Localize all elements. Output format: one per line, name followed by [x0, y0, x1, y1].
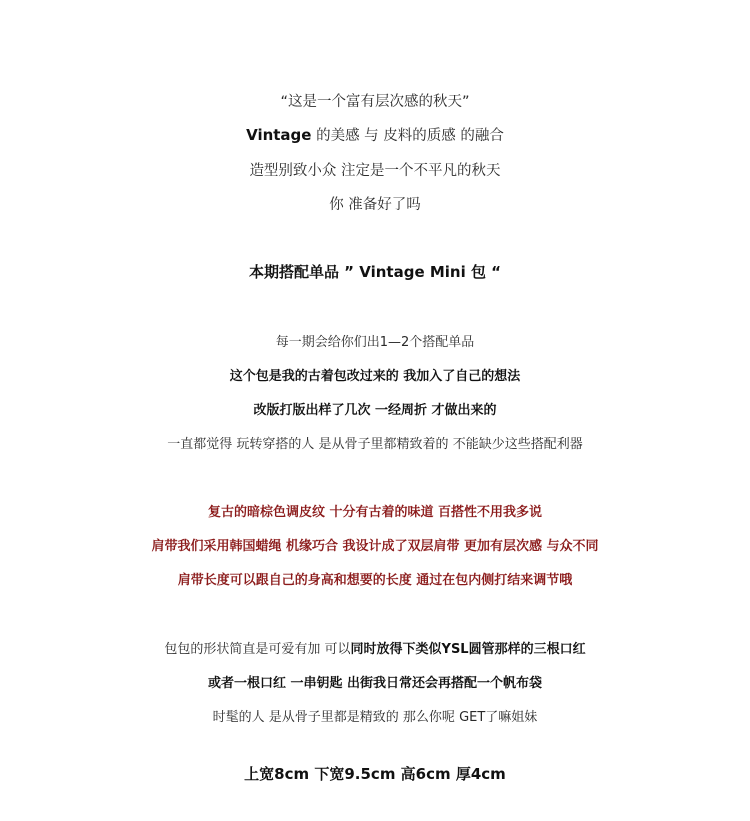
section3-line-2: 或者一根口红 一串钥匙 出街我日常还会再搭配一个帆布袋 — [207, 676, 543, 691]
section1-line-4: 一直都觉得 玩转穿搭的人 是从骨子里都精致着的 不能缺少这些搭配利器 — [167, 437, 583, 452]
section3-line-3: 时髦的人 是从骨子里都是精致的 那么你呢 GET了嘛姐妹 — [212, 710, 538, 725]
size-spec: 上宽8cm 下宽9.5cm 高6cm 厚4cm — [244, 765, 506, 783]
product-heading: 本期搭配单品 ” Vintage Mini 包 “ — [248, 263, 502, 281]
section2-line-2: 肩带我们采用韩国蜡绳 机缘巧合 我设计成了双层肩带 更加有层次感 与众不同 — [151, 539, 599, 554]
section3-line-1 — [0, 638, 750, 657]
intro-line-4: 你 准备好了吗 — [329, 197, 421, 213]
section1-line-2: 这个包是我的古着包改过来的 我加入了自己的想法 — [229, 369, 521, 384]
section3-line-1-highlight: 同时放得下类似YSL圆管那样的三根口红 — [350, 642, 586, 657]
section2-line-1: 复古的暗棕色调皮纹 十分有古着的味道 百搭性不用我多说 — [207, 505, 543, 520]
intro-line-2-brand: Vintage — [246, 126, 312, 144]
section1-line-1: 每一期会给你们出1—2个搭配单品 — [275, 335, 475, 350]
section2-line-3: 肩带长度可以跟自己的身高和想要的长度 通过在包内侧打结来调节哦 — [177, 573, 573, 588]
intro-line-2-text: 的美感 与 皮料的质感 的融合 — [311, 128, 504, 144]
section1-line-3: 改版打版出样了几次 一经周折 才做出来的 — [253, 403, 497, 418]
section3-line-1-text: 包包的形状简直是可爱有加 可以 — [164, 642, 351, 657]
intro-line-1: “这是一个富有层次感的秋天” — [280, 94, 470, 110]
intro-line-3: 造型别致小众 注定是一个不平凡的秋天 — [249, 163, 501, 179]
intro-line-2 — [0, 124, 750, 145]
